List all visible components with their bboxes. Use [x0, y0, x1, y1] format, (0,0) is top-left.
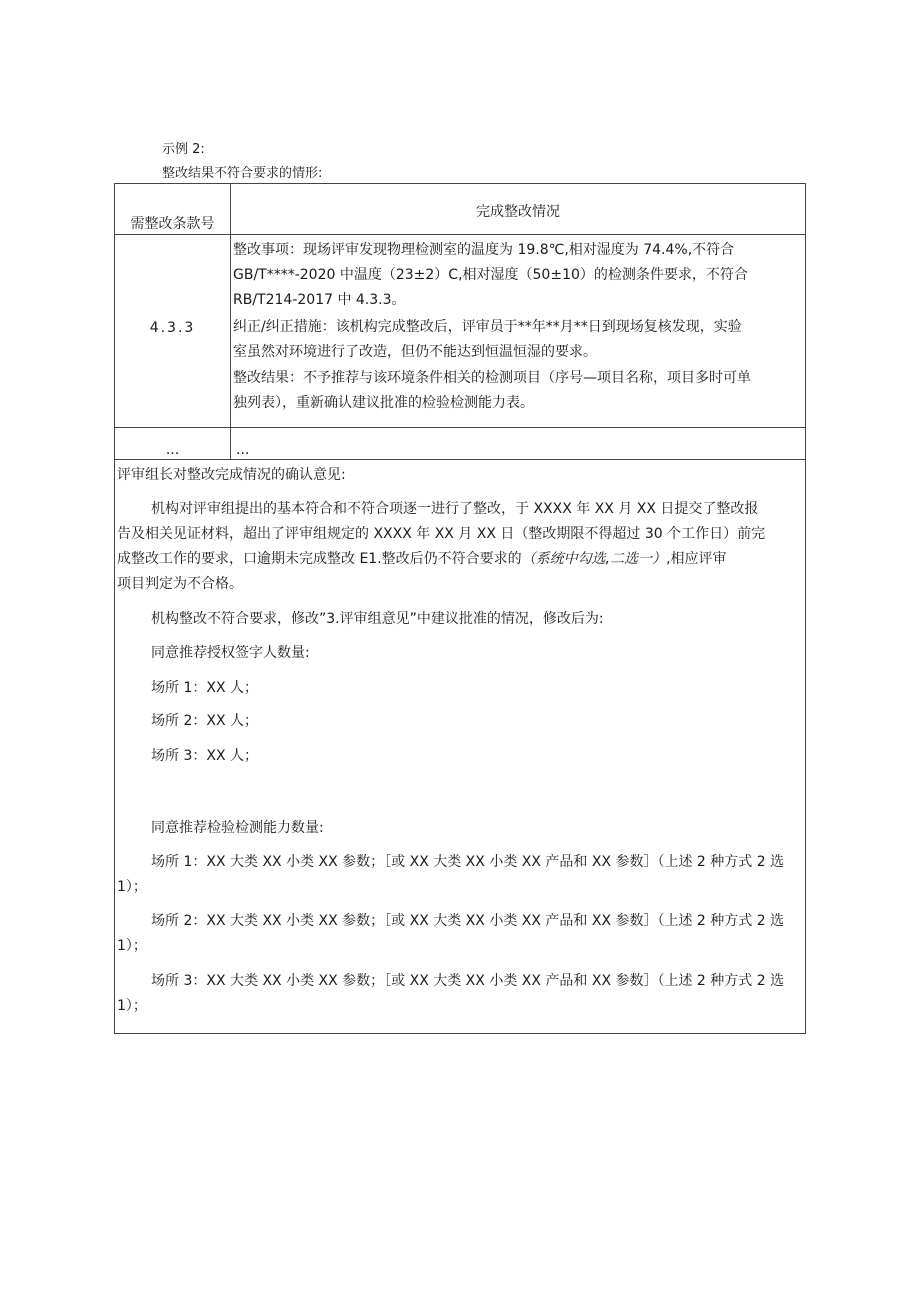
- issue-line: GB/T****-2020 中温度（23±2）C,相对湿度（50±10）的检测条件要求，不符合: [233, 267, 748, 283]
- system-option-note: （系统中勾选,二选一）: [521, 551, 667, 567]
- header-clause: 需整改条款号: [130, 216, 215, 232]
- measure-line: 室虽然对环境进行了改造，但仍不能达到恒温恒湿的要求。: [233, 344, 597, 360]
- capability-site-line: 1）；: [117, 879, 147, 895]
- issue-line: 整改事项：现场评审发现物理检测室的温度为 19.8℃,相对湿度为 74.4%,不符合: [233, 242, 735, 258]
- capability-site-line: 场所 2：XX 大类 XX 小类 XX 参数；［或 XX 大类 XX 小类 XX 产品和 XX 参数］（上述 2 种方式 2 选: [151, 913, 785, 929]
- issue-line: RB/T214-2017 中 4.3.3。: [233, 292, 406, 308]
- case-label: 整改结果不符合要求的情形:: [162, 166, 323, 181]
- capability-site-line: 1）；: [117, 998, 147, 1014]
- modification-note: 机构整改不符合要求，修改”3.评审组意见”中建议批准的情况，修改后为:: [151, 611, 604, 627]
- result-line: 整改结果：不予推荐与该环境条件相关的检测项目（序号—项目名称，项目多时可单: [233, 370, 751, 386]
- capability-site-line: 场所 3：XX 大类 XX 小类 XX 参数；［或 XX 大类 XX 小类 XX 产品和 XX 参数］（上述 2 种方式 2 选: [151, 973, 785, 989]
- rectification-table: [114, 183, 806, 1034]
- result-line: 独列表），重新确认建议批准的检验检测能力表。: [233, 395, 534, 411]
- signatory-heading: 同意推荐授权签字人数量:: [151, 645, 310, 661]
- measure-line: 纠正/纠正措施：该机构完成整改后，评审员于**年**月**日到现场复核发现，实验: [233, 319, 742, 335]
- paragraph-text: ,相应评审: [666, 551, 727, 567]
- confirmation-paragraph-line: [117, 547, 727, 572]
- paragraph-text: 成整改工作的要求，口逾期未完成整改 E1.整改后仍不符合要求的: [117, 551, 522, 567]
- clause-ellipsis: ...: [165, 442, 180, 458]
- table-divider: [115, 234, 805, 235]
- confirmation-paragraph-line: 项目判定为不合格。: [117, 576, 243, 592]
- signatory-site: 场所 1：XX 人；: [151, 680, 258, 696]
- header-status: 完成整改情况: [476, 204, 560, 220]
- confirmation-heading: 评审组长对整改完成情况的确认意见:: [117, 467, 346, 483]
- status-ellipsis: ...: [236, 442, 250, 458]
- capability-site-line: 场所 1：XX 大类 XX 小类 XX 参数；［或 XX 大类 XX 小类 XX 产品和 XX 参数］（上述 2 种方式 2 选: [151, 854, 785, 870]
- table-divider: [115, 427, 805, 428]
- column-divider: [230, 184, 231, 459]
- confirmation-paragraph-line: 机构对评审组提出的基本符合和不符合项逐一进行了整改，于 XXXX 年 XX 月 XX 日提交了整改报: [151, 501, 759, 517]
- signatory-site: 场所 3：XX 人；: [151, 748, 258, 764]
- clause-number: 4.3.3: [149, 320, 196, 336]
- capability-heading: 同意推荐检验检测能力数量:: [151, 820, 324, 836]
- example-label: 示例 2:: [162, 142, 205, 157]
- capability-site-line: 1）；: [117, 938, 147, 954]
- table-divider: [115, 459, 805, 460]
- confirmation-paragraph-line: 告及相关见证材料，超出了评审组规定的 XXXX 年 XX 月 XX 日（整改期限不得超过 30 个工作日）前完: [117, 526, 766, 542]
- signatory-site: 场所 2：XX 人；: [151, 713, 258, 729]
